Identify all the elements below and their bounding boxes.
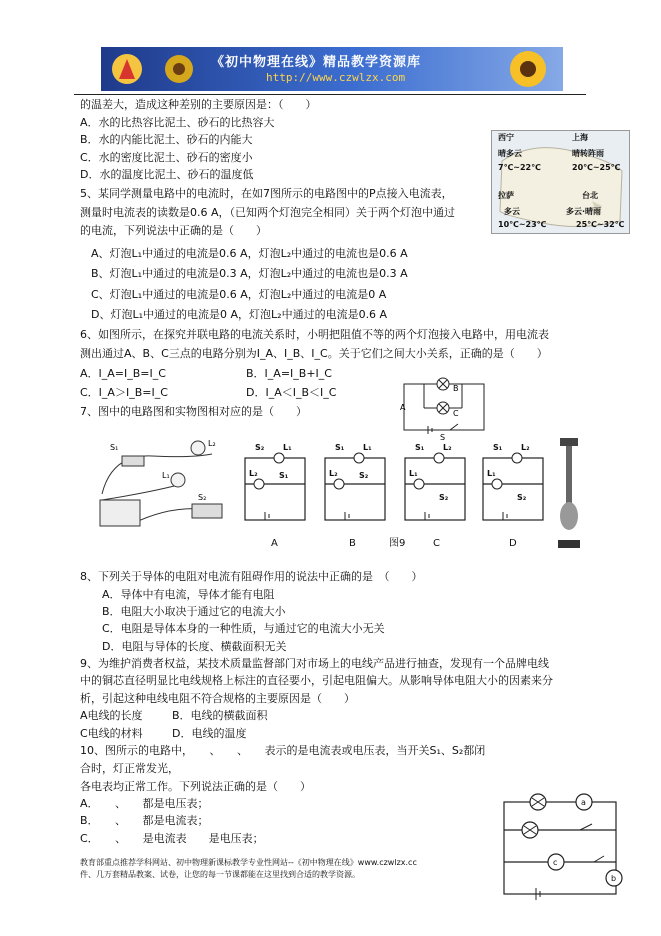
q8-option-c: C．电阻是导体本身的一种性质，与通过它的电流大小无关 <box>102 622 385 635</box>
map-temp-4: 25℃~32℃ <box>576 220 625 229</box>
weather-map <box>491 130 630 234</box>
map-temp-2: 20℃~25℃ <box>572 163 621 172</box>
q9-line-1: 9、为维护消费者权益，某技术质量监督部门对市场上的电线产品进行抽查，发现有一个品牌电线 <box>80 657 549 670</box>
q6-option-a: A．I_A=I_B=I_C <box>80 367 166 380</box>
diag-a-s1: S₁ <box>279 471 289 480</box>
q8-stem: 8、下列关于导体的电阻对电流有阻碍作用的说法中正确的是 （ ） <box>80 570 423 583</box>
q9-line-3: 析，引起这种电线电阻不符合规格的主要原因是（ ） <box>80 692 355 705</box>
footer-line-2: 件、几万套精品教案、试卷，让您的每一节课都能在这里找到合适的教学资源。 <box>80 870 360 879</box>
option-d-label: D <box>509 538 517 549</box>
q8-option-a: A．导体中有电流，导体才能有电阻 <box>102 588 275 601</box>
q6-switch-label: S <box>440 433 446 442</box>
q10-option-b: B． 、 都是电流表； <box>80 814 209 827</box>
q6-option-c: C．I_A＞I_B=I_C <box>80 386 168 399</box>
svg-text:b: b <box>611 874 617 883</box>
q5-line-2: 测量时电流表的读数是0.6 A，（已知两个灯泡完全相同）关于两个灯泡中通过 <box>80 206 456 219</box>
option-b-label: B <box>349 538 356 549</box>
q5-option-c: C、灯泡L₁中通过的电流是0.6 A，灯泡L₂中通过的电流是0 A <box>91 288 387 301</box>
q5-option-b: B、灯泡L₁中通过的电流是0.3 A，灯泡L₂中通过的电流也是0.3 A <box>91 267 408 280</box>
diag-a-l2: L₂ <box>249 469 258 478</box>
q4-option-d: D．水的温度比泥土、砂石的温度低 <box>80 168 254 181</box>
diag-c-s1: S₁ <box>415 443 425 452</box>
diag-b-s2: S₂ <box>359 471 369 480</box>
diag-d-l1: L₁ <box>487 469 496 478</box>
banner-title: 《初中物理在线》精品教学资源库 <box>211 55 422 70</box>
diag-c-l2: L₂ <box>443 443 452 452</box>
map-weather-3: 多云 <box>504 207 520 216</box>
q5-line-1: 5、某同学测量电路中的电流时，在如7图所示的电路图中的P点接入电流表， <box>80 187 453 200</box>
q5-option-a: A、灯泡L₁中通过的电流是0.6 A，灯泡L₂中通过的电流也是0.6 A <box>91 247 408 260</box>
lamp-stand-icon <box>556 436 582 550</box>
q5-option-d: D、灯泡L₁中通过的电流是0 A，灯泡L₂中通过的电流是0.6 A <box>91 308 388 321</box>
q10-option-c: C． 、 是电流表 是电压表； <box>80 832 264 845</box>
map-city-3: 拉萨 <box>498 191 514 200</box>
banner-url[interactable]: http://www.czwlzx.com <box>266 71 406 84</box>
diag-b-s1: S₁ <box>335 443 345 452</box>
q10-option-a: A． 、 都是电压表； <box>80 797 209 810</box>
q7-stem: 7、图中的电路图和实物图相对应的是（ ） <box>80 405 307 418</box>
q10-meter-circuit <box>496 792 628 904</box>
lamp-l2-icon <box>191 441 205 455</box>
phys-s2-label: S₂ <box>198 493 207 502</box>
phys-l1-label: L₁ <box>162 471 170 480</box>
q5-line-3: 的电流，下列说法中正确的是（ ） <box>80 224 267 237</box>
lamp-l1-icon <box>171 473 185 487</box>
q10-line-2: 合时，灯正常发光， <box>80 762 179 775</box>
footer-line-1: 教育部重点推荐学科网站、初中物理新课标教学专业性网站--《初中物理在线》www.czwlzx.cc <box>80 858 417 867</box>
phys-l2-label: L₂ <box>208 439 216 448</box>
q6-option-b: B．I_A=I_B+I_C <box>246 367 332 380</box>
map-city-1: 西宁 <box>498 133 514 142</box>
q6-line-1: 6、如图所示，在探究并联电路的电流关系时，小明把阻值不等的两个灯泡接入电路中，用电流表 <box>80 328 549 341</box>
q10-line-3: 各电表均正常工作。下列说法正确的是（ ） <box>80 780 311 793</box>
svg-text:c: c <box>553 858 558 867</box>
diag-c-s2: S₂ <box>439 493 449 502</box>
phys-s1-label: S₁ <box>110 443 119 452</box>
svg-text:a: a <box>581 798 586 807</box>
map-weather-4: 多云·晴雨 <box>566 207 602 216</box>
q9-option-b: B．电线的横截面积 <box>172 709 268 722</box>
q4-option-a: A．水的比热容比泥土、砂石的比热容大 <box>80 116 275 129</box>
map-temp-1: 7℃~22℃ <box>498 163 541 172</box>
logo-icon <box>109 51 199 87</box>
header-banner <box>101 47 563 91</box>
q9-option-a: A电线的长度 <box>80 709 143 722</box>
diag-d-s2: S₂ <box>517 493 527 502</box>
q7-circuit-options <box>239 434 559 556</box>
q6-point-c: C <box>453 409 459 418</box>
q9-line-2: 中的铜芯直径明显比电线规格上标注的直径要小，引起电阻偏大。从影响导体电阻大小的因素来分 <box>80 674 553 687</box>
diag-c-l1: L₁ <box>409 469 418 478</box>
q4-stem: 的温差大，造成这种差别的主要原因是：（ ） <box>80 98 317 111</box>
diag-b-l2: L₂ <box>329 469 338 478</box>
diag-d-s1: S₁ <box>493 443 503 452</box>
figure-9-label: 图9 <box>389 538 406 549</box>
q9-option-d: D．电线的温度 <box>172 727 247 740</box>
q6-option-d: D．I_A＜I_B＜I_C <box>246 386 337 399</box>
map-weather-1: 晴多云 <box>498 149 522 158</box>
option-c-label: C <box>433 538 440 549</box>
q4-option-b: B．水的内能比泥土、砂石的内能大 <box>80 133 253 146</box>
map-weather-2: 晴转阵雨 <box>572 149 604 158</box>
q8-option-d: D．电阻与导体的长度、横截面积无关 <box>102 640 287 653</box>
sunflower-icon <box>493 47 563 91</box>
diag-b-l1: L₁ <box>363 443 372 452</box>
diag-d-l2: L₂ <box>521 443 530 452</box>
q6-line-2: 测出通过A、B、C三点的电路分别为I_A、I_B、I_C。关于它们之间大小关系，正确的是（ ） <box>80 347 548 360</box>
q6-point-b: B <box>453 384 459 393</box>
q6-point-a: A <box>400 403 406 412</box>
q9-option-c: C电线的材料 <box>80 727 143 740</box>
q7-physical-circuit <box>92 434 237 530</box>
option-a-label: A <box>271 538 278 549</box>
q8-option-b: B．电阻大小取决于通过它的电流大小 <box>102 605 286 618</box>
map-city-4: 台北 <box>582 191 598 200</box>
q10-line-1: 10、图所示的电路中， 、 、 表示的是电流表或电压表，当开关S₁、S₂都闭 <box>80 744 486 757</box>
diag-a-s2: S₂ <box>255 443 265 452</box>
map-outline-icon <box>492 131 629 233</box>
header-rule <box>74 94 586 95</box>
map-temp-3: 10℃~23℃ <box>498 220 547 229</box>
q4-option-c: C．水的密度比泥土、砂石的密度小 <box>80 151 253 164</box>
diag-a-l1: L₁ <box>283 443 292 452</box>
map-city-2: 上海 <box>572 133 588 142</box>
